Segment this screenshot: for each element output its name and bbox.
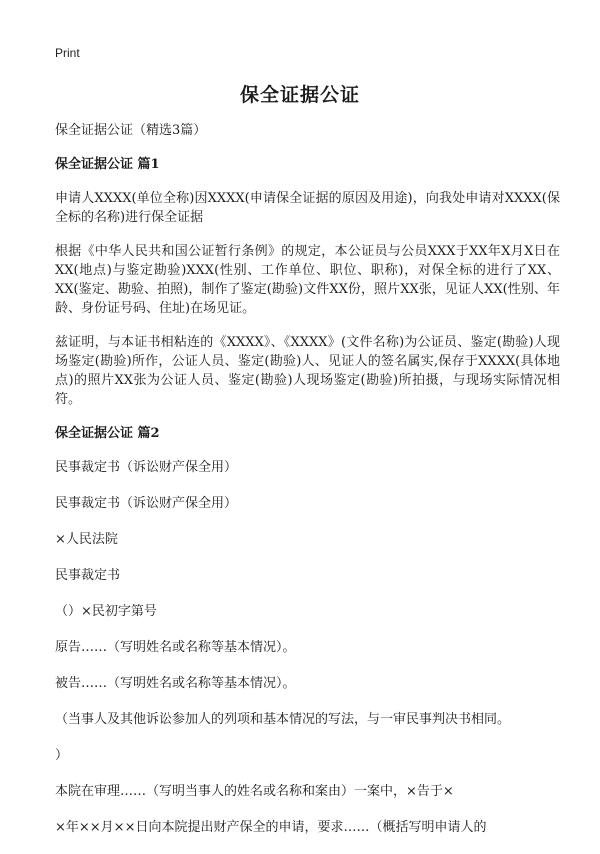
section-2-line: 民事裁定书: [55, 568, 121, 583]
section-2-line: 本院在审理……（写明当事人的姓名或名称和案由）一案中，×告于×: [55, 784, 454, 799]
section-heading-1: 保全证据公证 篇1: [55, 157, 160, 172]
section-2-line: 民事裁定书（诉讼财产保全用）: [55, 496, 238, 511]
section-2-line: ）: [55, 748, 69, 763]
print-link[interactable]: Print: [55, 46, 80, 60]
section-heading-2: 保全证据公证 篇2: [55, 426, 160, 441]
section-2-line: 被告……（写明姓名或名称等基本情况）。: [55, 676, 296, 691]
section-2-line: ×年××月××日向本院提出财产保全的申请，要求……（概括写明申请人的: [55, 820, 487, 835]
section-1-paragraph: 申请人XXXX(单位全称)因XXXX(申请保全证据的原因及用途)，向我处申请对XXXX(保全标的名称)进行保全证据: [55, 191, 560, 225]
section-2-line: ×人民法院: [55, 532, 118, 547]
section-2-line: （当事人及其他诉讼参加人的列项和基本情况的写法，与一审民事判决书相同。: [55, 712, 511, 727]
document-subtitle: 保全证据公证（精选3篇）: [55, 123, 207, 138]
document-title: 保全证据公证: [239, 84, 360, 106]
section-1-paragraph: 根据《中华人民共和国公证暂行条例》的规定，本公证员与公员XXX于XX年X月X日在XX(地点)与鉴定勘验)XXX(性别、工作单位、职位、职称)，对保全标的进行了XX、XX(鉴定、勘验、拍照)，制作了鉴定(勘验)文件XX份，照片XX张，见证人XX(性别、年龄、身份证号码、住址)在场见证。: [55, 244, 560, 316]
section-2-line: 民事裁定书（诉讼财产保全用）: [55, 460, 238, 475]
document-body: [55, 121, 560, 854]
section-2-line: 原告……（写明姓名或名称等基本情况）。: [55, 640, 296, 655]
section-2-line: （）×民初字第号: [55, 604, 157, 619]
section-1-paragraph: 兹证明，与本证书相粘连的《XXXX》、《XXXX》(文件名称)为公证员、鉴定(勘验)人现场鉴定(勘验)所作，公证人员、鉴定(勘验)人、见证人的签名属实,保存于XXXX(具体地点)的照片XX张为公证人员、鉴定(勘验)人现场鉴定(勘验)所拍摄，与现场实际情况相符。: [55, 335, 560, 407]
